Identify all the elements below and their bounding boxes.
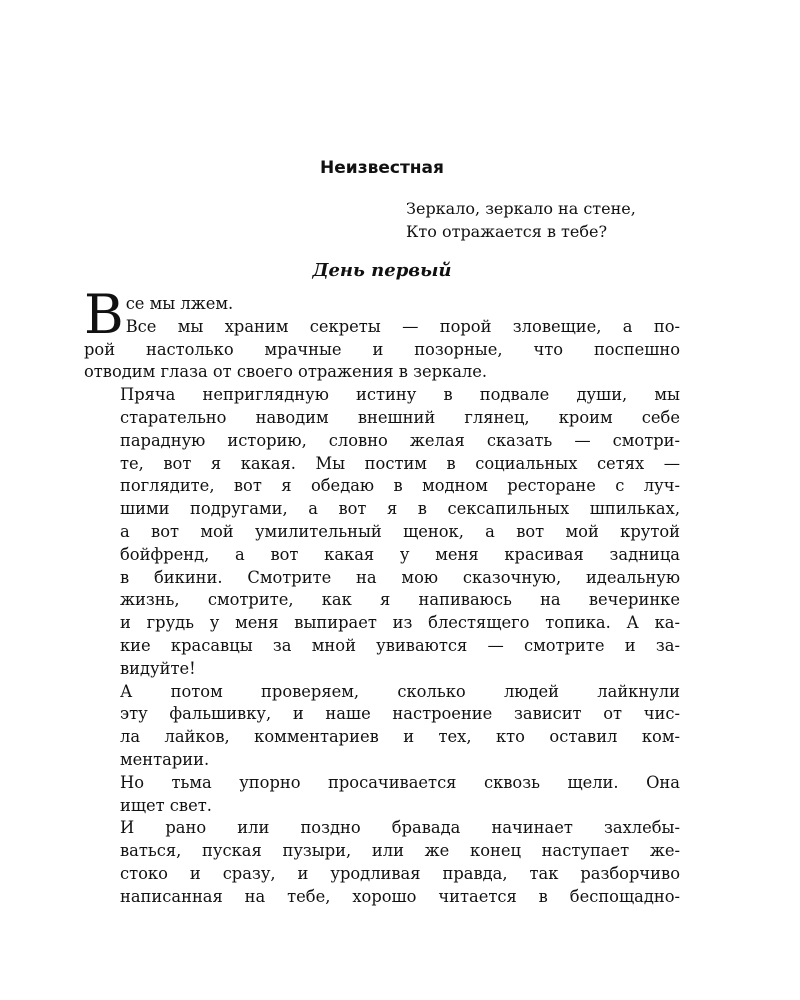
text-line: отводим глаза от своего отражения в зеркале. (84, 362, 488, 382)
text-line: жизнь, смотрите, как я напиваюсь на вечеринке (120, 590, 680, 610)
epigraph-line: Кто отражается в тебе? (406, 222, 608, 241)
text-line: поглядите, вот я обедаю в модном ресторане с луч- (120, 476, 680, 496)
text-line: А потом проверяем, сколько людей лайкнули (120, 681, 680, 701)
text-line: стоко и сразу, и уродливая правда, так разборчиво (120, 863, 680, 883)
epigraph-line: Зеркало, зеркало на стене, (406, 199, 636, 218)
text-line: ментарии. (120, 749, 210, 769)
epigraph (406, 197, 636, 243)
paragraph (84, 384, 680, 680)
text-line: старательно наводим внешний глянец, кроим себе (120, 407, 680, 427)
text-line: бойфренд, а вот какая у меня красивая задница (120, 544, 680, 564)
text-line: эту фальшивку, и наше настроение зависит от чис- (120, 704, 680, 724)
text-line: а вот мой умилительный щенок, а вот мой крутой (120, 521, 680, 541)
text-line: в бикини. Смотрите на мою сказочную, идеальную (120, 567, 680, 587)
paragraph (84, 772, 680, 818)
text-line: парадную историю, словно желая сказать — смотри- (120, 430, 680, 450)
book-page (84, 0, 680, 1000)
text-line: ваться, пуская пузыри, или же конец наступает же- (120, 841, 680, 861)
paragraph (84, 681, 680, 772)
text-line: и грудь у меня выпирает из блестящего топика. А ка- (120, 613, 680, 633)
chapter-title: Неизвестная (320, 158, 444, 178)
body-text (84, 283, 680, 909)
text-line: видуйте! (120, 658, 196, 678)
text-line: Все мы храним секреты — порой зловещие, а по- (125, 316, 680, 336)
drop-cap: В (84, 283, 124, 346)
text-line: ла лайков, комментариев и тех, кто оставил ком- (120, 727, 680, 747)
text-line: Но тьма упорно просачивается сквозь щели. Она (120, 772, 680, 792)
text-line: написанная на тебе, хорошо читается в беспощадно- (120, 886, 680, 906)
text-line: шими подругами, а вот я в сексапильных шпильках, (120, 499, 680, 519)
text-line: кие красавцы за мной увиваются — смотрите и за- (120, 635, 680, 655)
section-heading: День первый (312, 260, 452, 281)
text-line: рой настолько мрачные и позорные, что поспешно (84, 339, 680, 359)
text-line: И рано или поздно бравада начинает захлебы- (120, 818, 680, 838)
text-line: ищет свет. (120, 795, 212, 815)
text-line: те, вот я какая. Мы постим в социальных сетях — (120, 453, 680, 473)
text-line: се мы лжем. (125, 294, 234, 313)
text-line: Пряча неприглядную истину в подвале души, мы (120, 385, 680, 405)
paragraph (84, 817, 680, 908)
paragraph (84, 283, 680, 384)
